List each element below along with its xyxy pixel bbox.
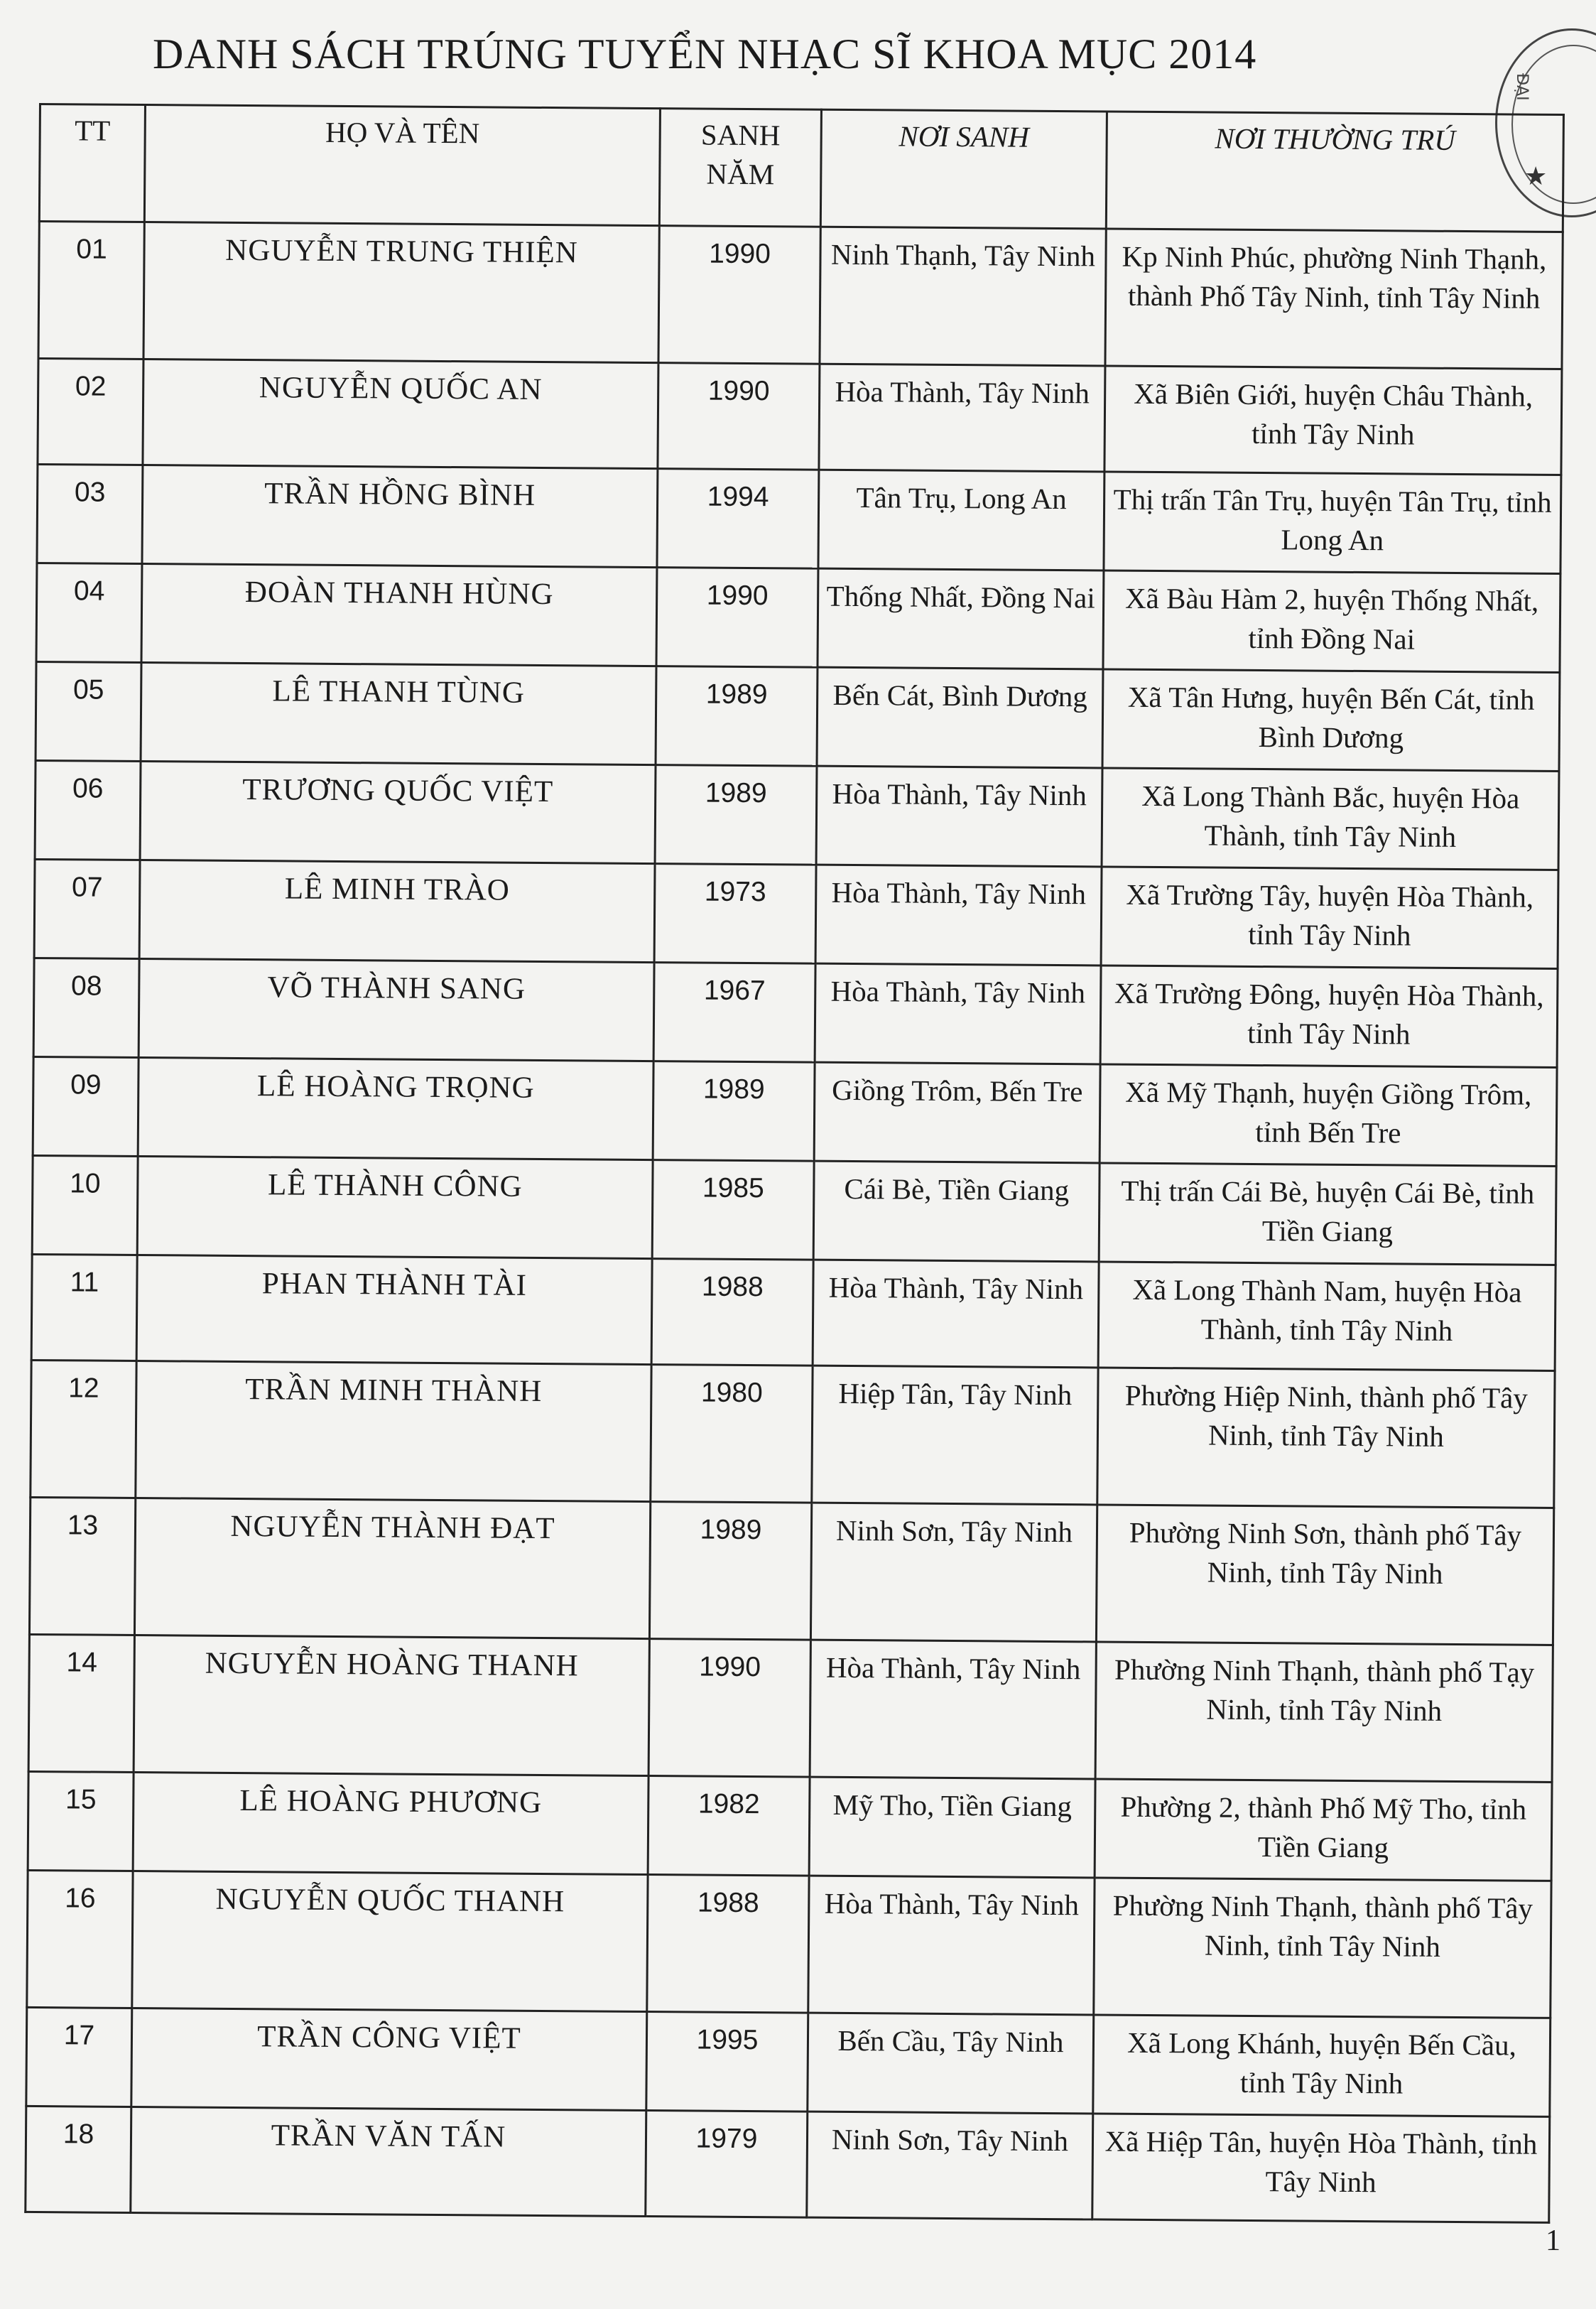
table-row [31,1254,1556,1370]
cell-birth-year: 1980 [651,1365,813,1503]
cell-name: NGUYỄN THÀNH ĐẠT [134,1498,650,1638]
cell-residence: Thị trấn Tân Trụ, huyện Tân Trụ, tỉnh Long An [1104,472,1561,573]
cell-birth-year: 1989 [653,1061,815,1162]
cell-birthplace: Tân Trụ, Long An [818,470,1104,571]
cell-tt: 06 [35,760,141,860]
table-row [26,2007,1551,2116]
table-row [34,859,1558,968]
cell-birth-year: 1989 [649,1502,811,1640]
cell-name: TRẦN MINH THÀNH [136,1361,651,1502]
table-row [36,661,1560,771]
cell-birth-year: 1985 [652,1160,814,1260]
table-row [38,222,1563,369]
cell-name: TRẦN CÔNG VIỆT [131,2008,647,2110]
table-row [28,1634,1553,1782]
cell-residence: Xã Trường Tây, huyện Hòa Thành, tỉnh Tây Ninh [1101,867,1558,968]
cell-residence: Phường 2, thành Phố Mỹ Tho, tỉnh Tiền Giang [1095,1779,1552,1881]
cell-birthplace: Hòa Thành, Tây Ninh [815,963,1101,1064]
cell-name: LÊ THÀNH CÔNG [137,1157,653,1259]
cell-residence: Phường Ninh Thạnh, thành phố Tây Ninh, tỉnh Tây Ninh [1094,1878,1551,2018]
cell-birthplace: Mỹ Tho, Tiền Giang [809,1777,1095,1878]
cell-tt: 18 [26,2106,131,2212]
table-row [31,1360,1555,1508]
cell-tt: 13 [29,1497,135,1635]
table-row [26,2106,1550,2222]
cell-birth-year: 1982 [648,1776,810,1876]
cell-birth-year: 1990 [658,226,820,364]
cell-birthplace: Ninh Sơn, Tây Ninh [807,2111,1093,2219]
cell-name: LÊ THANH TÙNG [141,663,656,765]
cell-tt: 09 [33,1056,139,1156]
cell-name: TRẦN VĂN TẤN [131,2107,646,2216]
cell-birth-year: 1967 [653,963,815,1063]
cell-birth-year: 1990 [658,363,820,470]
cell-birthplace: Cái Bè, Tiền Giang [813,1161,1100,1262]
cell-birth-year: 1990 [648,1639,810,1778]
header-birthplace: NƠI SANH [820,109,1107,229]
cell-birthplace: Bến Cầu, Tây Ninh [808,2013,1094,2114]
table-row [33,958,1558,1067]
cell-name: VÕ THÀNH SANG [139,959,654,1061]
cell-residence: Xã Bàu Hàm 2, huyện Thống Nhất, tỉnh Đồng Nai [1103,571,1560,672]
cell-residence: Xã Long Thành Nam, huyện Hòa Thành, tỉnh Tây Ninh [1098,1262,1556,1370]
table-row [32,1155,1556,1265]
cell-birthplace: Ninh Thạnh, Tây Ninh [820,227,1106,366]
document-title: DANH SÁCH TRÚNG TUYỂN NHẠC SĨ KHOA MỤC 2014 [153,31,1257,77]
cell-tt: 10 [32,1155,138,1255]
table-row [33,1056,1557,1166]
cell-residence: Xã Tân Hưng, huyện Bến Cát, tỉnh Bình Dương [1102,669,1560,771]
cell-birth-year: 1988 [647,1875,809,2013]
table-row [38,359,1562,475]
cell-name: NGUYỄN HOÀNG THANH [134,1635,649,1775]
cell-tt: 08 [33,958,139,1057]
cell-tt: 03 [37,464,143,563]
cell-birthplace: Giồng Trôm, Bến Tre [814,1062,1100,1163]
cell-birthplace: Hòa Thành, Tây Ninh [819,364,1105,472]
cell-name: LÊ MINH TRÀO [139,860,655,963]
cell-residence: Xã Long Khánh, huyện Bến Cầu, tỉnh Tây Ninh [1093,2015,1551,2116]
cell-name: LÊ HOÀNG PHƯƠNG [133,1772,648,1874]
cell-tt: 05 [36,661,141,761]
header-birth-year: SANH NĂM [659,109,821,227]
table-row [27,1870,1551,2018]
cell-name: PHAN THÀNH TÀI [136,1255,652,1365]
cell-birth-year: 1994 [657,469,819,569]
cell-residence: Xã Hiệp Tân, huyện Hòa Thành, tỉnh Tây Ninh [1092,2114,1550,2222]
cell-name: NGUYỄN QUỐC THANH [132,1871,648,2011]
cell-tt: 01 [38,222,144,359]
cell-residence: Xã Mỹ Thạnh, huyện Giồng Trôm, tỉnh Bến Tre [1100,1064,1557,1166]
page-number: 1 [1546,2224,1560,2257]
cell-birthplace: Hòa Thành, Tây Ninh [815,865,1102,966]
cell-birthplace: Hòa Thành, Tây Ninh [816,766,1102,867]
cell-residence: Xã Biên Giới, huyện Châu Thành, tỉnh Tây Ninh [1104,366,1562,475]
cell-tt: 11 [31,1254,137,1361]
cell-residence: Kp Ninh Phúc, phường Ninh Thạnh, thành Phố Tây Ninh, tỉnh Tây Ninh [1105,229,1563,369]
table-row [36,563,1560,672]
cell-birth-year: 1989 [656,666,818,767]
cell-tt: 15 [28,1771,134,1871]
cell-name: NGUYỄN TRUNG THIỆN [143,222,659,363]
cell-tt: 07 [34,859,140,958]
header-tt: TT [39,104,145,222]
seal-text: ĐẠI [1513,73,1531,101]
cell-name: TRẦN HỒNG BÌNH [142,465,658,568]
cell-tt: 02 [38,359,143,465]
cell-residence: Thị trấn Cái Bè, huyện Cái Bè, tỉnh Tiền Giang [1099,1163,1556,1265]
cell-birth-year: 1979 [646,2111,808,2218]
cell-name: TRƯƠNG QUỐC VIỆT [140,762,656,864]
cell-tt: 14 [28,1634,134,1772]
cell-birthplace: Hiệp Tân, Tây Ninh [812,1366,1098,1505]
table-row [37,464,1561,573]
candidate-table [24,103,1565,2224]
cell-birthplace: Hòa Thành, Tây Ninh [813,1260,1099,1368]
table-row [35,760,1559,870]
cell-birthplace: Ninh Sơn, Tây Ninh [810,1503,1097,1642]
cell-birthplace: Hòa Thành, Tây Ninh [808,1876,1095,2015]
cell-residence: Phường Ninh Thạnh, thành phố Tạy Ninh, tỉnh Tây Ninh [1095,1642,1553,1782]
cell-name: LÊ HOÀNG TRỌNG [138,1058,653,1160]
cell-birth-year: 1995 [646,2012,808,2112]
cell-birth-year: 1973 [654,864,816,964]
header-name: HỌ VÀ TÊN [144,105,660,226]
cell-residence: Phường Ninh Sơn, thành phố Tây Ninh, tỉnh Tây Ninh [1096,1505,1553,1645]
cell-birth-year: 1989 [655,765,817,865]
cell-name: NGUYỄN QUỐC AN [143,359,658,469]
cell-tt: 04 [36,563,142,662]
star-icon: ★ [1524,162,1548,191]
cell-residence: Phường Hiệp Ninh, thành phố Tây Ninh, tỉnh Tây Ninh [1097,1368,1555,1508]
cell-birthplace: Thống Nhất, Đồng Nai [818,568,1104,669]
header-residence: NƠI THƯỜNG TRÚ [1106,112,1563,232]
cell-tt: 12 [31,1360,136,1498]
table-row [29,1497,1553,1645]
cell-birthplace: Bến Cát, Bình Dương [817,667,1103,768]
cell-birthplace: Hòa Thành, Tây Ninh [810,1640,1096,1779]
cell-residence: Xã Long Thành Bắc, huyện Hòa Thành, tỉnh Tây Ninh [1102,768,1559,870]
cell-tt: 16 [27,1870,133,2008]
cell-name: ĐOÀN THANH HÙNG [141,564,657,666]
cell-residence: Xã Trường Đông, huyện Hòa Thành, tỉnh Tây Ninh [1100,966,1558,1067]
cell-birth-year: 1990 [656,568,818,668]
cell-birth-year: 1988 [651,1259,813,1366]
table-header-row [39,104,1563,232]
cell-tt: 17 [26,2007,132,2107]
table-row [28,1771,1552,1881]
